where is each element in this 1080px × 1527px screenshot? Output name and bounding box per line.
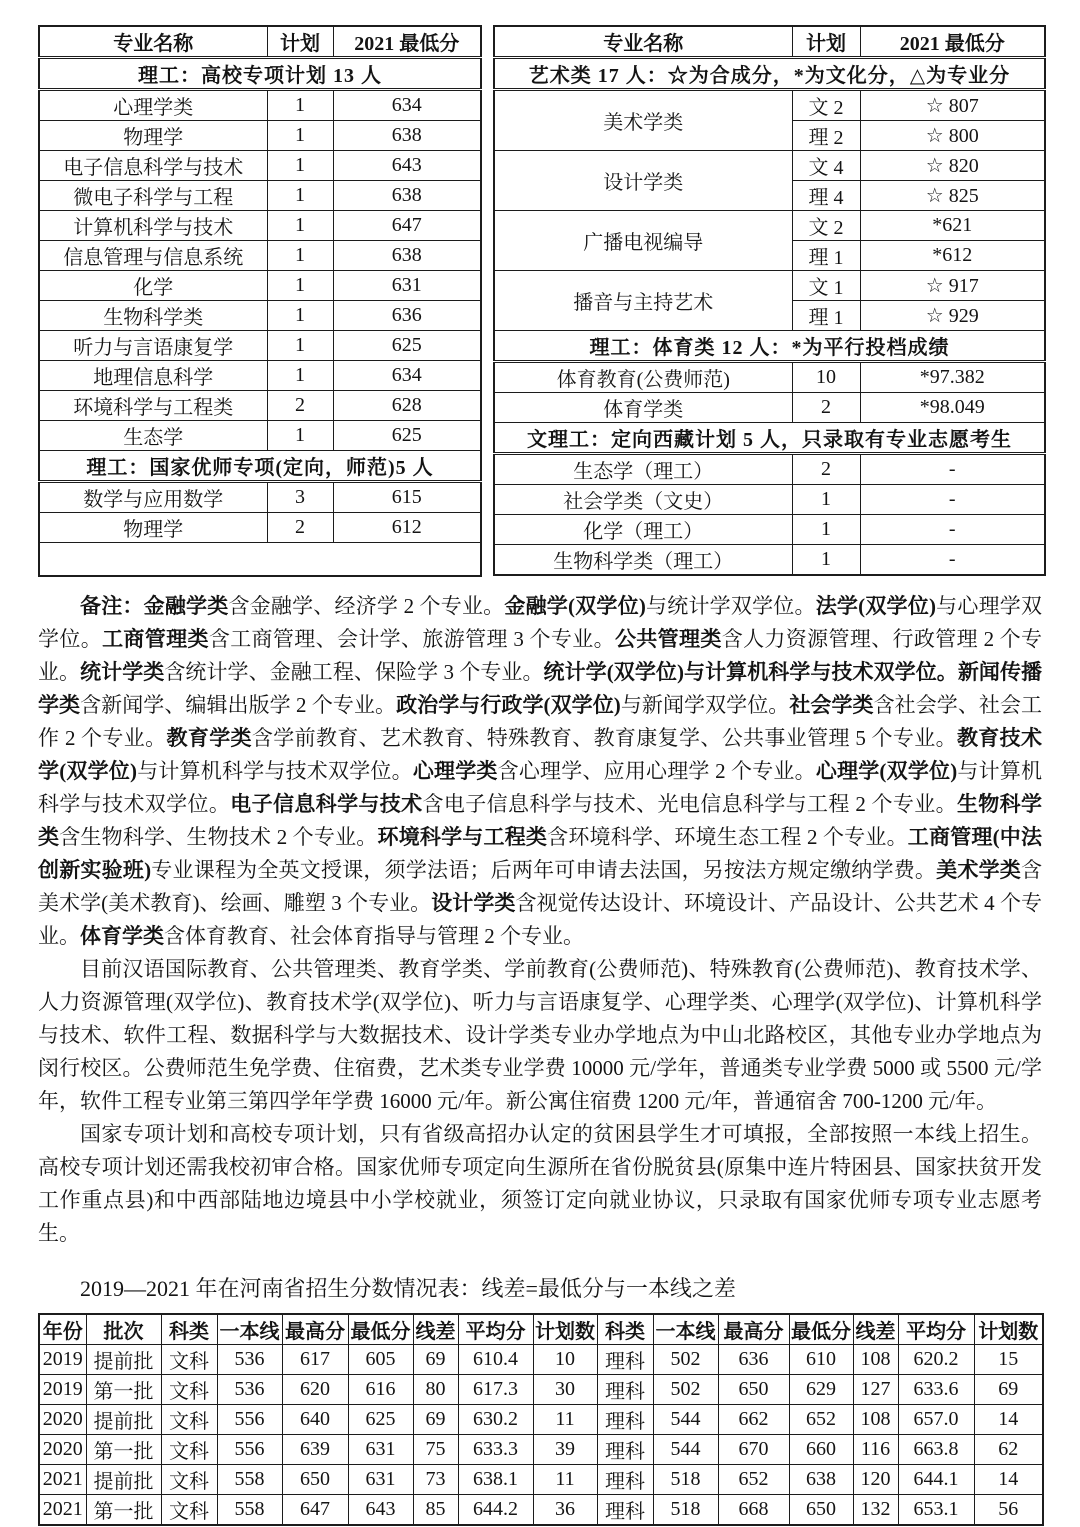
plan-cell: 2 [267,391,333,421]
henan-cell: 652 [718,1464,789,1494]
henan-cell: 620.2 [898,1344,974,1374]
score-cell: *97.382 [860,362,1045,393]
section-header-row [494,423,1045,454]
henan-cell: 提前批 [86,1344,161,1374]
score-cell: ☆ 820 [860,151,1045,181]
henan-cell: 556 [217,1434,282,1464]
score-cell: 634 [333,90,481,121]
henan-header-row [39,1314,1043,1345]
henan-header-cell: 最低分 [348,1314,413,1345]
henan-header-cell: 一本线 [653,1314,718,1345]
henan-cell: 14 [974,1464,1043,1494]
plan-cell: 文 2 [792,90,860,121]
henan-cell: 14 [974,1404,1043,1434]
major-name-cell: 化学 [39,271,267,301]
henan-cell: 631 [348,1464,413,1494]
henan-cell: 640 [282,1404,348,1434]
section-header-label: 文理工：定向西藏计划 5 人，只录取有专业志愿考生 [494,423,1045,454]
henan-cell: 108 [853,1404,898,1434]
score-cell: ☆ 800 [860,121,1045,151]
score-cell: 638 [333,121,481,151]
table-row [39,151,481,181]
score-cell: 631 [333,271,481,301]
henan-header-cell: 一本线 [217,1314,282,1345]
table-row [494,211,1045,241]
henan-header-cell: 最低分 [789,1314,853,1345]
henan-table-title: 2019—2021 年在河南省招生分数情况表：线差=最低分与一本线之差 [80,1275,736,1301]
score-cell: 615 [333,482,481,513]
plan-cell: 2 [792,454,860,485]
remarks-text: 含美术学(美术教育)、绘画、雕塑 3 个专业。 [38,857,1043,915]
henan-cell: 理科 [597,1494,653,1525]
remarks-text: 与统计学双学位。 [645,593,816,618]
henan-cell: 620 [282,1374,348,1404]
major-name-cell: 电子信息科学与技术 [39,151,267,181]
major-name-cell: 生态学（理工） [494,454,792,485]
remarks-text: 含新闻学、编辑出版学 2 个专业。 [80,692,397,717]
score-table-header-row [494,26,1045,58]
henan-cell: 2019 [39,1374,86,1404]
henan-header-cell: 计划数 [533,1314,597,1345]
remarks-bold-term: 设计学类 [431,890,516,915]
henan-cell: 518 [653,1494,718,1525]
special-plan-score-table [38,25,482,577]
henan-cell: 610 [789,1344,853,1374]
score-cell: - [860,545,1045,576]
plan-cell: 10 [792,362,860,393]
remarks-bold-term: 体育学类 [80,923,164,948]
score-cell: ☆ 929 [860,301,1045,331]
major-name-cell: 地理信息科学 [39,361,267,391]
score-table-header-row [39,26,481,58]
remarks-text: 含生物科学、生物技术 2 个专业。 [59,824,378,849]
score-cell: - [860,515,1045,545]
score-cell: - [860,485,1045,515]
remarks-text: 含金融学、经济学 2 个专业。 [228,593,505,618]
henan-cell: 617 [282,1344,348,1374]
henan-header-cell: 计划数 [974,1314,1043,1345]
table-row [39,121,481,151]
remarks-text: 与新闻学双学位。 [620,692,790,717]
major-name-cell: 物理学 [39,513,267,543]
remarks-bold-term: 教育技术学(双学位) [38,725,1043,783]
henan-header-cell: 最高分 [718,1314,789,1345]
henan-header-cell: 年份 [39,1314,86,1345]
henan-cell: 644.1 [898,1464,974,1494]
score-cell: 628 [333,391,481,421]
henan-cell: 文科 [161,1494,217,1525]
table-row [39,301,481,331]
plan-cell: 1 [267,211,333,241]
remarks-bold-term: 法学(双学位) [815,593,936,618]
henan-cell: 文科 [161,1404,217,1434]
plan-cell: 1 [792,515,860,545]
henan-cell: 633.6 [898,1374,974,1404]
score-cell: 625 [333,421,481,451]
henan-cell: 631 [348,1434,413,1464]
remarks-bold-term: 工商管理(中法创新实验班) [38,824,1043,882]
remarks-bold-term: 新闻传播学类 [38,659,1043,717]
remarks-text: 含心理学、应用心理学 2 个专业。 [497,758,816,783]
remarks-text: 含人力资源管理、行政管理 2 个专业。 [38,626,1043,684]
henan-header-cell: 平均分 [898,1314,974,1345]
table-row [39,482,481,513]
table-row [39,181,481,211]
henan-admission-score-table [38,1313,1044,1526]
henan-cell: 120 [853,1464,898,1494]
henan-cell: 69 [974,1374,1043,1404]
henan-header-cell: 科类 [161,1314,217,1345]
henan-cell: 605 [348,1344,413,1374]
score-cell: 636 [333,301,481,331]
henan-cell: 643 [348,1494,413,1525]
major-name-cell: 听力与言语康复学 [39,331,267,361]
score-cell: 612 [333,513,481,543]
henan-cell: 638.1 [458,1464,533,1494]
henan-header-cell: 线差 [413,1314,458,1345]
henan-cell: 39 [533,1434,597,1464]
major-name-cell: 物理学 [39,121,267,151]
section-header-row [494,331,1045,362]
top-tables-row [38,25,1042,577]
remarks-text: 含体育教育、社会体育指导与管理 2 个专业。 [164,923,584,948]
plan-cell: 文 2 [792,211,860,241]
henan-cell: 11 [533,1404,597,1434]
remarks-text: 含统计学、金融工程、保险学 3 个专业。 [164,659,544,684]
empty-row [39,543,481,576]
score-cell: 647 [333,211,481,241]
plan-cell: 1 [267,181,333,211]
henan-cell: 理科 [597,1434,653,1464]
henan-header-cell: 批次 [86,1314,161,1345]
henan-cell: 理科 [597,1464,653,1494]
remarks-paragraph [38,1118,1042,1250]
empty-cell [39,543,481,576]
henan-cell: 提前批 [86,1404,161,1434]
plan-cell: 3 [267,482,333,513]
table-row [39,271,481,301]
henan-cell: 617.3 [458,1374,533,1404]
major-name-cell: 体育教育(公费师范) [494,362,792,393]
henan-header-cell: 线差 [853,1314,898,1345]
henan-cell: 文科 [161,1434,217,1464]
henan-cell: 556 [217,1404,282,1434]
henan-cell: 653.1 [898,1494,974,1525]
henan-cell: 15 [974,1344,1043,1374]
score-cell: ☆ 807 [860,90,1045,121]
henan-cell: 69 [413,1404,458,1434]
plan-cell: 1 [267,241,333,271]
remarks-bold-term: 统计学(双学位)与计算机科学与技术双学位。 [543,659,958,684]
score-cell: *612 [860,241,1045,271]
henan-cell: 85 [413,1494,458,1525]
table-row [494,485,1045,515]
plan-cell: 理 1 [792,301,860,331]
henan-cell: 650 [282,1464,348,1494]
remarks-bold-term: 公共管理类 [614,626,722,651]
henan-data-row [39,1374,1043,1404]
score-cell: 643 [333,151,481,181]
major-name-cell: 生物科学类 [39,301,267,331]
remarks-bold-term: 美术学类 [936,857,1022,882]
plan-cell: 1 [267,121,333,151]
score-cell: 638 [333,241,481,271]
remarks-bold-term: 统计学类 [80,659,165,684]
section-header-row [39,451,481,482]
score-cell: *98.049 [860,393,1045,423]
henan-cell: 630.2 [458,1404,533,1434]
henan-cell: 616 [348,1374,413,1404]
henan-cell: 文科 [161,1464,217,1494]
table-row [494,545,1045,576]
remarks-bold-term: 备注： [80,593,144,618]
table-row [39,361,481,391]
henan-cell: 662 [718,1404,789,1434]
plan-cell: 1 [267,151,333,181]
table-row [494,151,1045,181]
score-cell: 625 [333,331,481,361]
score-table-header-cell: 专业名称 [39,26,267,58]
major-name-cell: 微电子科学与工程 [39,181,267,211]
table-row [39,241,481,271]
remarks-text: 与计算机科学与技术双学位。 [38,758,1043,816]
plan-cell: 2 [792,393,860,423]
score-cell: 638 [333,181,481,211]
remarks-text: 含工商管理、会计学、旅游管理 3 个专业。 [208,626,615,651]
score-cell: ☆ 917 [860,271,1045,301]
remarks-text: 专业课程为全英文授课，须学法语；后两年可申请去法国，另按法方规定缴纳学费。 [151,857,937,882]
henan-cell: 544 [653,1434,718,1464]
section-header-row [494,58,1045,90]
henan-cell: 644.2 [458,1494,533,1525]
plan-cell: 1 [267,301,333,331]
major-name-cell: 生态学 [39,421,267,451]
remarks-bold-term: 政治学与行政学(双学位) [396,692,621,717]
major-name-cell: 计算机科学与技术 [39,211,267,241]
henan-cell: 636 [718,1344,789,1374]
henan-cell: 提前批 [86,1464,161,1494]
plan-cell: 1 [267,90,333,121]
score-cell: 634 [333,361,481,391]
henan-cell: 657.0 [898,1404,974,1434]
remarks-bold-term: 教育学类 [166,725,252,750]
henan-cell: 75 [413,1434,458,1464]
henan-cell: 502 [653,1344,718,1374]
henan-cell: 2021 [39,1494,86,1525]
henan-cell: 650 [718,1374,789,1404]
henan-cell: 647 [282,1494,348,1525]
major-name-cell: 设计学类 [494,151,792,211]
henan-cell: 536 [217,1374,282,1404]
henan-header-cell: 科类 [597,1314,653,1345]
remarks-text: 含环境科学、环境生态工程 2 个专业。 [547,824,908,849]
henan-cell: 2021 [39,1464,86,1494]
art-sport-tibet-score-table [493,25,1046,576]
henan-cell: 132 [853,1494,898,1525]
score-table-header-cell: 计划 [792,26,860,58]
henan-data-row [39,1494,1043,1525]
remarks-text: 与心理学双学位。 [38,593,1043,651]
section-header-row [39,58,481,90]
henan-cell: 36 [533,1494,597,1525]
henan-cell: 80 [413,1374,458,1404]
score-cell: ☆ 825 [860,181,1045,211]
remarks-text: 含电子信息科学与技术、光电信息科学与工程 2 个专业。 [422,791,957,816]
major-name-cell: 广播电视编导 [494,211,792,271]
henan-cell: 30 [533,1374,597,1404]
table-row [39,331,481,361]
table-row [494,393,1045,423]
henan-cell: 理科 [597,1344,653,1374]
henan-cell: 544 [653,1404,718,1434]
henan-cell: 127 [853,1374,898,1404]
major-name-cell: 环境科学与工程类 [39,391,267,421]
plan-cell: 1 [792,485,860,515]
henan-cell: 536 [217,1344,282,1374]
section-header-label: 理工：国家优师专项(定向，师范)5 人 [39,451,481,482]
henan-cell: 625 [348,1404,413,1434]
remarks-bold-term: 电子信息科学与技术 [230,791,423,816]
henan-cell: 69 [413,1344,458,1374]
henan-data-row [39,1434,1043,1464]
score-table-header-cell: 2021 最低分 [333,26,481,58]
henan-cell: 2020 [39,1434,86,1464]
score-table-header-cell: 专业名称 [494,26,792,58]
section-header-label: 艺术类 17 人：☆为合成分，*为文化分，△为专业分 [494,58,1045,90]
plan-cell: 1 [267,361,333,391]
henan-cell: 633.3 [458,1434,533,1464]
plan-cell: 文 1 [792,271,860,301]
remarks-bold-term: 心理学(双学位) [815,758,958,783]
henan-data-row [39,1404,1043,1434]
plan-cell: 1 [267,271,333,301]
henan-cell: 638 [789,1464,853,1494]
henan-cell: 629 [789,1374,853,1404]
henan-cell: 62 [974,1434,1043,1464]
henan-cell: 文科 [161,1344,217,1374]
score-table-header-cell: 2021 最低分 [860,26,1045,58]
henan-cell: 2019 [39,1344,86,1374]
henan-cell: 第一批 [86,1494,161,1525]
table-row [494,271,1045,301]
henan-cell: 663.8 [898,1434,974,1464]
table-row [39,90,481,121]
henan-header-cell: 平均分 [458,1314,533,1345]
plan-cell: 理 2 [792,121,860,151]
table-row [39,211,481,241]
remarks-text: 国家专项计划和高校专项计划，只有省级高招办认定的贫困县学生才可填报，全部按照一本线上招生。高校专项计划还需我校初审合格。国家优师专项定向生源所在省份脱贫县(原集中连片特困县、国家扶贫开发工作重点县)和中西部陆地边境县中小学校就业，须签订定向就业协议，只录取有国家优师专项专业志愿考生。 [38,1121,1042,1245]
henan-cell: 73 [413,1464,458,1494]
plan-cell: 1 [267,421,333,451]
remarks-bold-term: 工商管理类 [102,626,209,651]
henan-cell: 518 [653,1464,718,1494]
henan-header-cell: 最高分 [282,1314,348,1345]
henan-cell: 652 [789,1404,853,1434]
plan-cell: 理 1 [792,241,860,271]
henan-cell: 558 [217,1494,282,1525]
henan-data-row [39,1464,1043,1494]
plan-cell: 文 4 [792,151,860,181]
major-name-cell: 心理学类 [39,90,267,121]
plan-cell: 1 [267,331,333,361]
table-row [494,362,1045,393]
remarks-text: 与计算机科学与技术双学位。 [137,758,413,783]
table-row [494,515,1045,545]
henan-cell: 108 [853,1344,898,1374]
major-name-cell: 美术学类 [494,90,792,151]
section-header-label: 理工：高校专项计划 13 人 [39,58,481,90]
major-name-cell: 社会学类（文史） [494,485,792,515]
remarks-bold-term: 金融学(双学位) [504,593,646,618]
remarks-text: 含社会学、社会工作 2 个专业。 [38,692,1043,750]
henan-cell: 650 [789,1494,853,1525]
plan-cell: 1 [792,545,860,576]
henan-cell: 610.4 [458,1344,533,1374]
henan-cell: 第一批 [86,1434,161,1464]
score-cell: *621 [860,211,1045,241]
henan-cell: 理科 [597,1404,653,1434]
henan-cell: 10 [533,1344,597,1374]
table-row [494,454,1045,485]
henan-cell: 文科 [161,1374,217,1404]
henan-cell: 116 [853,1434,898,1464]
remarks-bold-term: 环境科学与工程类 [377,824,548,849]
table-row [39,391,481,421]
major-name-cell: 信息管理与信息系统 [39,241,267,271]
henan-cell: 2020 [39,1404,86,1434]
remarks-section [38,590,1042,1250]
section-header-label: 理工：体育类 12 人：*为平行投档成绩 [494,331,1045,362]
remarks-bold-term: 生物科学类 [38,791,1043,849]
score-cell: - [860,454,1045,485]
major-name-cell: 数学与应用数学 [39,482,267,513]
remarks-bold-term: 社会学类 [789,692,874,717]
henan-cell: 502 [653,1374,718,1404]
table-row [39,421,481,451]
major-name-cell: 体育学类 [494,393,792,423]
henan-cell: 理科 [597,1374,653,1404]
score-table-header-cell: 计划 [267,26,333,58]
table-row [39,513,481,543]
henan-cell: 558 [217,1464,282,1494]
henan-cell: 11 [533,1464,597,1494]
remarks-text: 含学前教育、艺术教育、特殊教育、教育康复学、公共事业管理 5 个专业。 [251,725,957,750]
remarks-text: 含视觉传达设计、环境设计、产品设计、公共艺术 4 个专业。 [38,890,1042,948]
remarks-bold-term: 心理学类 [412,758,498,783]
remarks-bold-term: 金融学类 [143,593,229,618]
remarks-paragraph [38,953,1042,1118]
henan-cell: 639 [282,1434,348,1464]
henan-cell: 第一批 [86,1374,161,1404]
major-name-cell: 播音与主持艺术 [494,271,792,331]
henan-data-row [39,1344,1043,1374]
henan-cell: 660 [789,1434,853,1464]
table-row [494,90,1045,121]
remarks-paragraph [38,590,1042,953]
plan-cell: 2 [267,513,333,543]
plan-cell: 理 4 [792,181,860,211]
remarks-text: 目前汉语国际教育、公共管理类、教育学类、学前教育(公费师范)、特殊教育(公费师范)、教育技术学、人力资源管理(双学位)、教育技术学(双学位)、听力与言语康复学、心理学类、心理学(双学位)、计算机科学与技术、软件工程、数据科学与大数据技术、设计学类专业办学地点为中山北路校区，其他专业办学地点为闵行校区。公费师范生免学费、住宿费，艺术类专业学费 10000 元/学年，普通类专业学费 5000 或 5500 元/学年，软件工程专业第三第四学年学费 16000 元/年。新公寓住宿费 1200 元/年，普通宿舍 700-1200 元/年。 [38,956,1042,1113]
major-name-cell: 生物科学类（理工） [494,545,792,576]
major-name-cell: 化学（理工） [494,515,792,545]
henan-cell: 56 [974,1494,1043,1525]
henan-cell: 668 [718,1494,789,1525]
henan-cell: 670 [718,1434,789,1464]
